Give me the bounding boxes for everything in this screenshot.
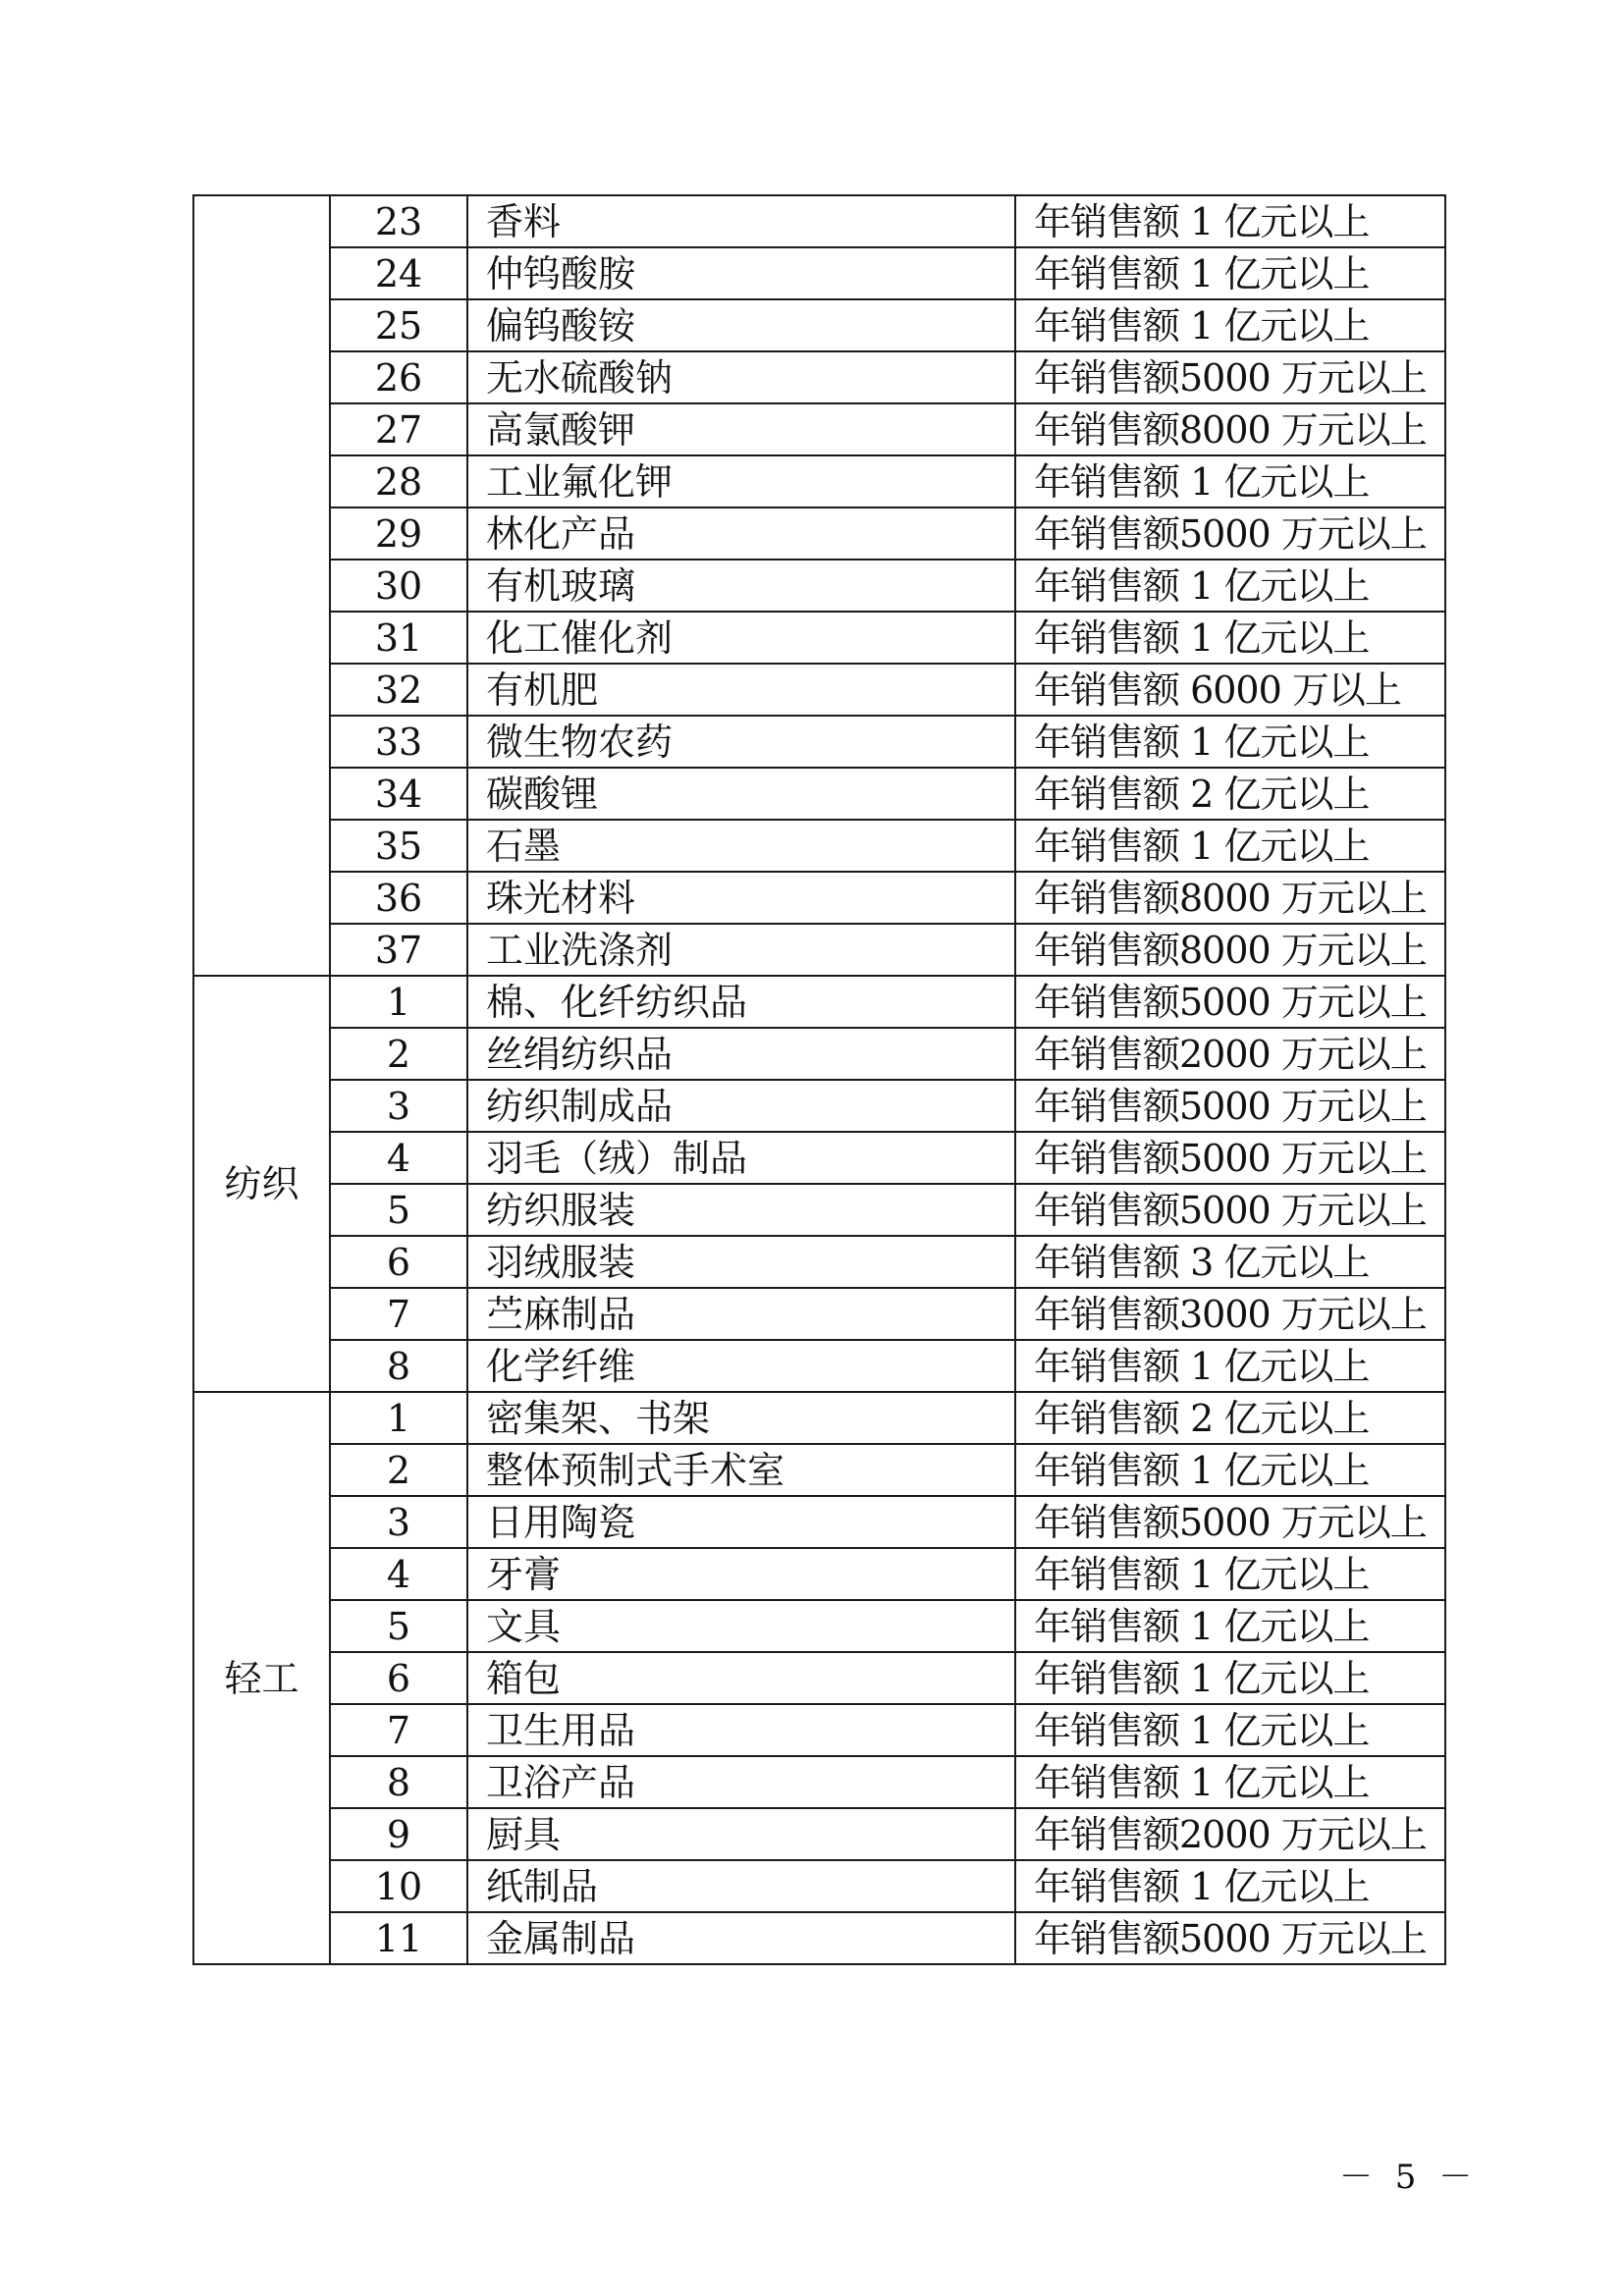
table-row — [193, 976, 1445, 1028]
row-number-cell: 35 — [330, 820, 467, 872]
row-number-cell: 23 — [330, 195, 467, 247]
table-row — [193, 1184, 1445, 1236]
row-number-cell: 4 — [330, 1548, 467, 1600]
row-number-cell: 27 — [330, 403, 467, 455]
table-row — [193, 1808, 1445, 1860]
product-name-cell: 苎麻制品 — [467, 1288, 1015, 1340]
row-number-cell: 25 — [330, 299, 467, 351]
product-name-cell: 纺织制成品 — [467, 1080, 1015, 1132]
criterion-cell: 年销售额 1 亿元以上 — [1015, 1860, 1445, 1912]
product-name-cell: 工业氟化钾 — [467, 455, 1015, 507]
product-name-cell: 化学纤维 — [467, 1340, 1015, 1392]
product-name-cell: 羽绒服装 — [467, 1236, 1015, 1288]
criterion-cell: 年销售额 1 亿元以上 — [1015, 820, 1445, 872]
criterion-cell: 年销售额5000 万元以上 — [1015, 1080, 1445, 1132]
product-name-cell: 无水硫酸钠 — [467, 351, 1015, 403]
product-name-cell: 偏钨酸铵 — [467, 299, 1015, 351]
criterion-cell: 年销售额 1 亿元以上 — [1015, 1548, 1445, 1600]
table-row — [193, 1860, 1445, 1912]
product-name-cell: 有机肥 — [467, 664, 1015, 716]
page-number: － 5 － — [1339, 2158, 1479, 2197]
criterion-cell: 年销售额2000 万元以上 — [1015, 1808, 1445, 1860]
product-name-cell: 文具 — [467, 1600, 1015, 1652]
product-name-cell: 卫生用品 — [467, 1704, 1015, 1756]
criterion-cell: 年销售额5000 万元以上 — [1015, 1496, 1445, 1548]
row-number-cell: 8 — [330, 1340, 467, 1392]
table-row — [193, 403, 1445, 455]
table-row — [193, 1236, 1445, 1288]
criterion-cell: 年销售额5000 万元以上 — [1015, 507, 1445, 560]
product-name-cell: 日用陶瓷 — [467, 1496, 1015, 1548]
row-number-cell: 7 — [330, 1288, 467, 1340]
criterion-cell: 年销售额 1 亿元以上 — [1015, 299, 1445, 351]
table-row — [193, 1444, 1445, 1496]
product-name-cell: 碳酸锂 — [467, 768, 1015, 820]
table-row — [193, 1288, 1445, 1340]
product-name-cell: 香料 — [467, 195, 1015, 247]
criterion-cell: 年销售额5000 万元以上 — [1015, 976, 1445, 1028]
criterion-cell: 年销售额 6000 万以上 — [1015, 664, 1445, 716]
row-number-cell: 3 — [330, 1080, 467, 1132]
category-cell — [193, 195, 330, 976]
criterion-cell: 年销售额3000 万元以上 — [1015, 1288, 1445, 1340]
product-name-cell: 纺织服装 — [467, 1184, 1015, 1236]
row-number-cell: 6 — [330, 1236, 467, 1288]
product-name-cell: 密集架、书架 — [467, 1392, 1015, 1444]
table-row — [193, 1028, 1445, 1080]
table-row — [193, 716, 1445, 768]
row-number-cell: 11 — [330, 1912, 467, 1964]
table-row — [193, 1392, 1445, 1444]
table-row — [193, 1704, 1445, 1756]
product-name-cell: 化工催化剂 — [467, 612, 1015, 664]
row-number-cell: 32 — [330, 664, 467, 716]
row-number-cell: 37 — [330, 924, 467, 976]
row-number-cell: 10 — [330, 1860, 467, 1912]
table-row — [193, 1652, 1445, 1704]
product-name-cell: 整体预制式手术室 — [467, 1444, 1015, 1496]
product-name-cell: 纸制品 — [467, 1860, 1015, 1912]
criterion-cell: 年销售额8000 万元以上 — [1015, 924, 1445, 976]
table-row — [193, 351, 1445, 403]
row-number-cell: 33 — [330, 716, 467, 768]
table-row — [193, 1080, 1445, 1132]
table-row — [193, 612, 1445, 664]
product-name-cell: 林化产品 — [467, 507, 1015, 560]
table-row — [193, 507, 1445, 560]
product-name-cell: 高氯酸钾 — [467, 403, 1015, 455]
row-number-cell: 26 — [330, 351, 467, 403]
criterion-cell: 年销售额 2 亿元以上 — [1015, 1392, 1445, 1444]
criterion-cell: 年销售额 1 亿元以上 — [1015, 247, 1445, 299]
criterion-cell: 年销售额2000 万元以上 — [1015, 1028, 1445, 1080]
product-name-cell: 厨具 — [467, 1808, 1015, 1860]
table-row — [193, 1548, 1445, 1600]
row-number-cell: 2 — [330, 1444, 467, 1496]
row-number-cell: 9 — [330, 1808, 467, 1860]
table-row — [193, 664, 1445, 716]
product-name-cell: 有机玻璃 — [467, 560, 1015, 612]
table-row — [193, 560, 1445, 612]
table-row — [193, 1600, 1445, 1652]
product-name-cell: 卫浴产品 — [467, 1756, 1015, 1808]
criterion-cell: 年销售额 1 亿元以上 — [1015, 1756, 1445, 1808]
criterion-cell: 年销售额 3 亿元以上 — [1015, 1236, 1445, 1288]
row-number-cell: 3 — [330, 1496, 467, 1548]
table-row — [193, 1756, 1445, 1808]
criterion-cell: 年销售额 1 亿元以上 — [1015, 455, 1445, 507]
product-name-cell: 金属制品 — [467, 1912, 1015, 1964]
criterion-cell: 年销售额5000 万元以上 — [1015, 1912, 1445, 1964]
row-number-cell: 28 — [330, 455, 467, 507]
row-number-cell: 2 — [330, 1028, 467, 1080]
criterion-cell: 年销售额 1 亿元以上 — [1015, 612, 1445, 664]
row-number-cell: 5 — [330, 1600, 467, 1652]
row-number-cell: 1 — [330, 976, 467, 1028]
table-row — [193, 247, 1445, 299]
table-row — [193, 455, 1445, 507]
row-number-cell: 6 — [330, 1652, 467, 1704]
row-number-cell: 36 — [330, 872, 467, 924]
product-name-cell: 仲钨酸胺 — [467, 247, 1015, 299]
row-number-cell: 34 — [330, 768, 467, 820]
criterion-cell: 年销售额5000 万元以上 — [1015, 1184, 1445, 1236]
criterion-cell: 年销售额5000 万元以上 — [1015, 351, 1445, 403]
criterion-cell: 年销售额 1 亿元以上 — [1015, 1600, 1445, 1652]
row-number-cell: 4 — [330, 1132, 467, 1184]
product-name-cell: 工业洗涤剂 — [467, 924, 1015, 976]
product-name-cell: 棉、化纤纺织品 — [467, 976, 1015, 1028]
table-row — [193, 1912, 1445, 1964]
criterion-cell: 年销售额 1 亿元以上 — [1015, 1704, 1445, 1756]
table-body — [193, 195, 1445, 1964]
criterion-cell: 年销售额5000 万元以上 — [1015, 1132, 1445, 1184]
criterion-cell: 年销售额 1 亿元以上 — [1015, 195, 1445, 247]
criterion-cell: 年销售额 1 亿元以上 — [1015, 560, 1445, 612]
table-row — [193, 299, 1445, 351]
criterion-cell: 年销售额 1 亿元以上 — [1015, 1340, 1445, 1392]
category-cell: 轻工 — [193, 1392, 330, 1964]
criterion-cell: 年销售额 1 亿元以上 — [1015, 716, 1445, 768]
row-number-cell: 24 — [330, 247, 467, 299]
criterion-cell: 年销售额 2 亿元以上 — [1015, 768, 1445, 820]
row-number-cell: 7 — [330, 1704, 467, 1756]
table-row — [193, 924, 1445, 976]
table-row — [193, 872, 1445, 924]
table-row — [193, 1340, 1445, 1392]
table-row — [193, 768, 1445, 820]
table-row — [193, 820, 1445, 872]
table-row — [193, 1132, 1445, 1184]
product-name-cell: 箱包 — [467, 1652, 1015, 1704]
criterion-cell: 年销售额 1 亿元以上 — [1015, 1652, 1445, 1704]
criterion-cell: 年销售额8000 万元以上 — [1015, 403, 1445, 455]
row-number-cell: 30 — [330, 560, 467, 612]
row-number-cell: 29 — [330, 507, 467, 560]
table-row — [193, 195, 1445, 247]
criterion-cell: 年销售额 1 亿元以上 — [1015, 1444, 1445, 1496]
product-criteria-table — [192, 194, 1446, 1965]
product-name-cell: 珠光材料 — [467, 872, 1015, 924]
row-number-cell: 31 — [330, 612, 467, 664]
table-row — [193, 1496, 1445, 1548]
product-name-cell: 石墨 — [467, 820, 1015, 872]
category-cell: 纺织 — [193, 976, 330, 1392]
product-name-cell: 微生物农药 — [467, 716, 1015, 768]
row-number-cell: 1 — [330, 1392, 467, 1444]
row-number-cell: 8 — [330, 1756, 467, 1808]
criterion-cell: 年销售额8000 万元以上 — [1015, 872, 1445, 924]
product-name-cell: 丝绢纺织品 — [467, 1028, 1015, 1080]
product-name-cell: 牙膏 — [467, 1548, 1015, 1600]
row-number-cell: 5 — [330, 1184, 467, 1236]
product-name-cell: 羽毛（绒）制品 — [467, 1132, 1015, 1184]
